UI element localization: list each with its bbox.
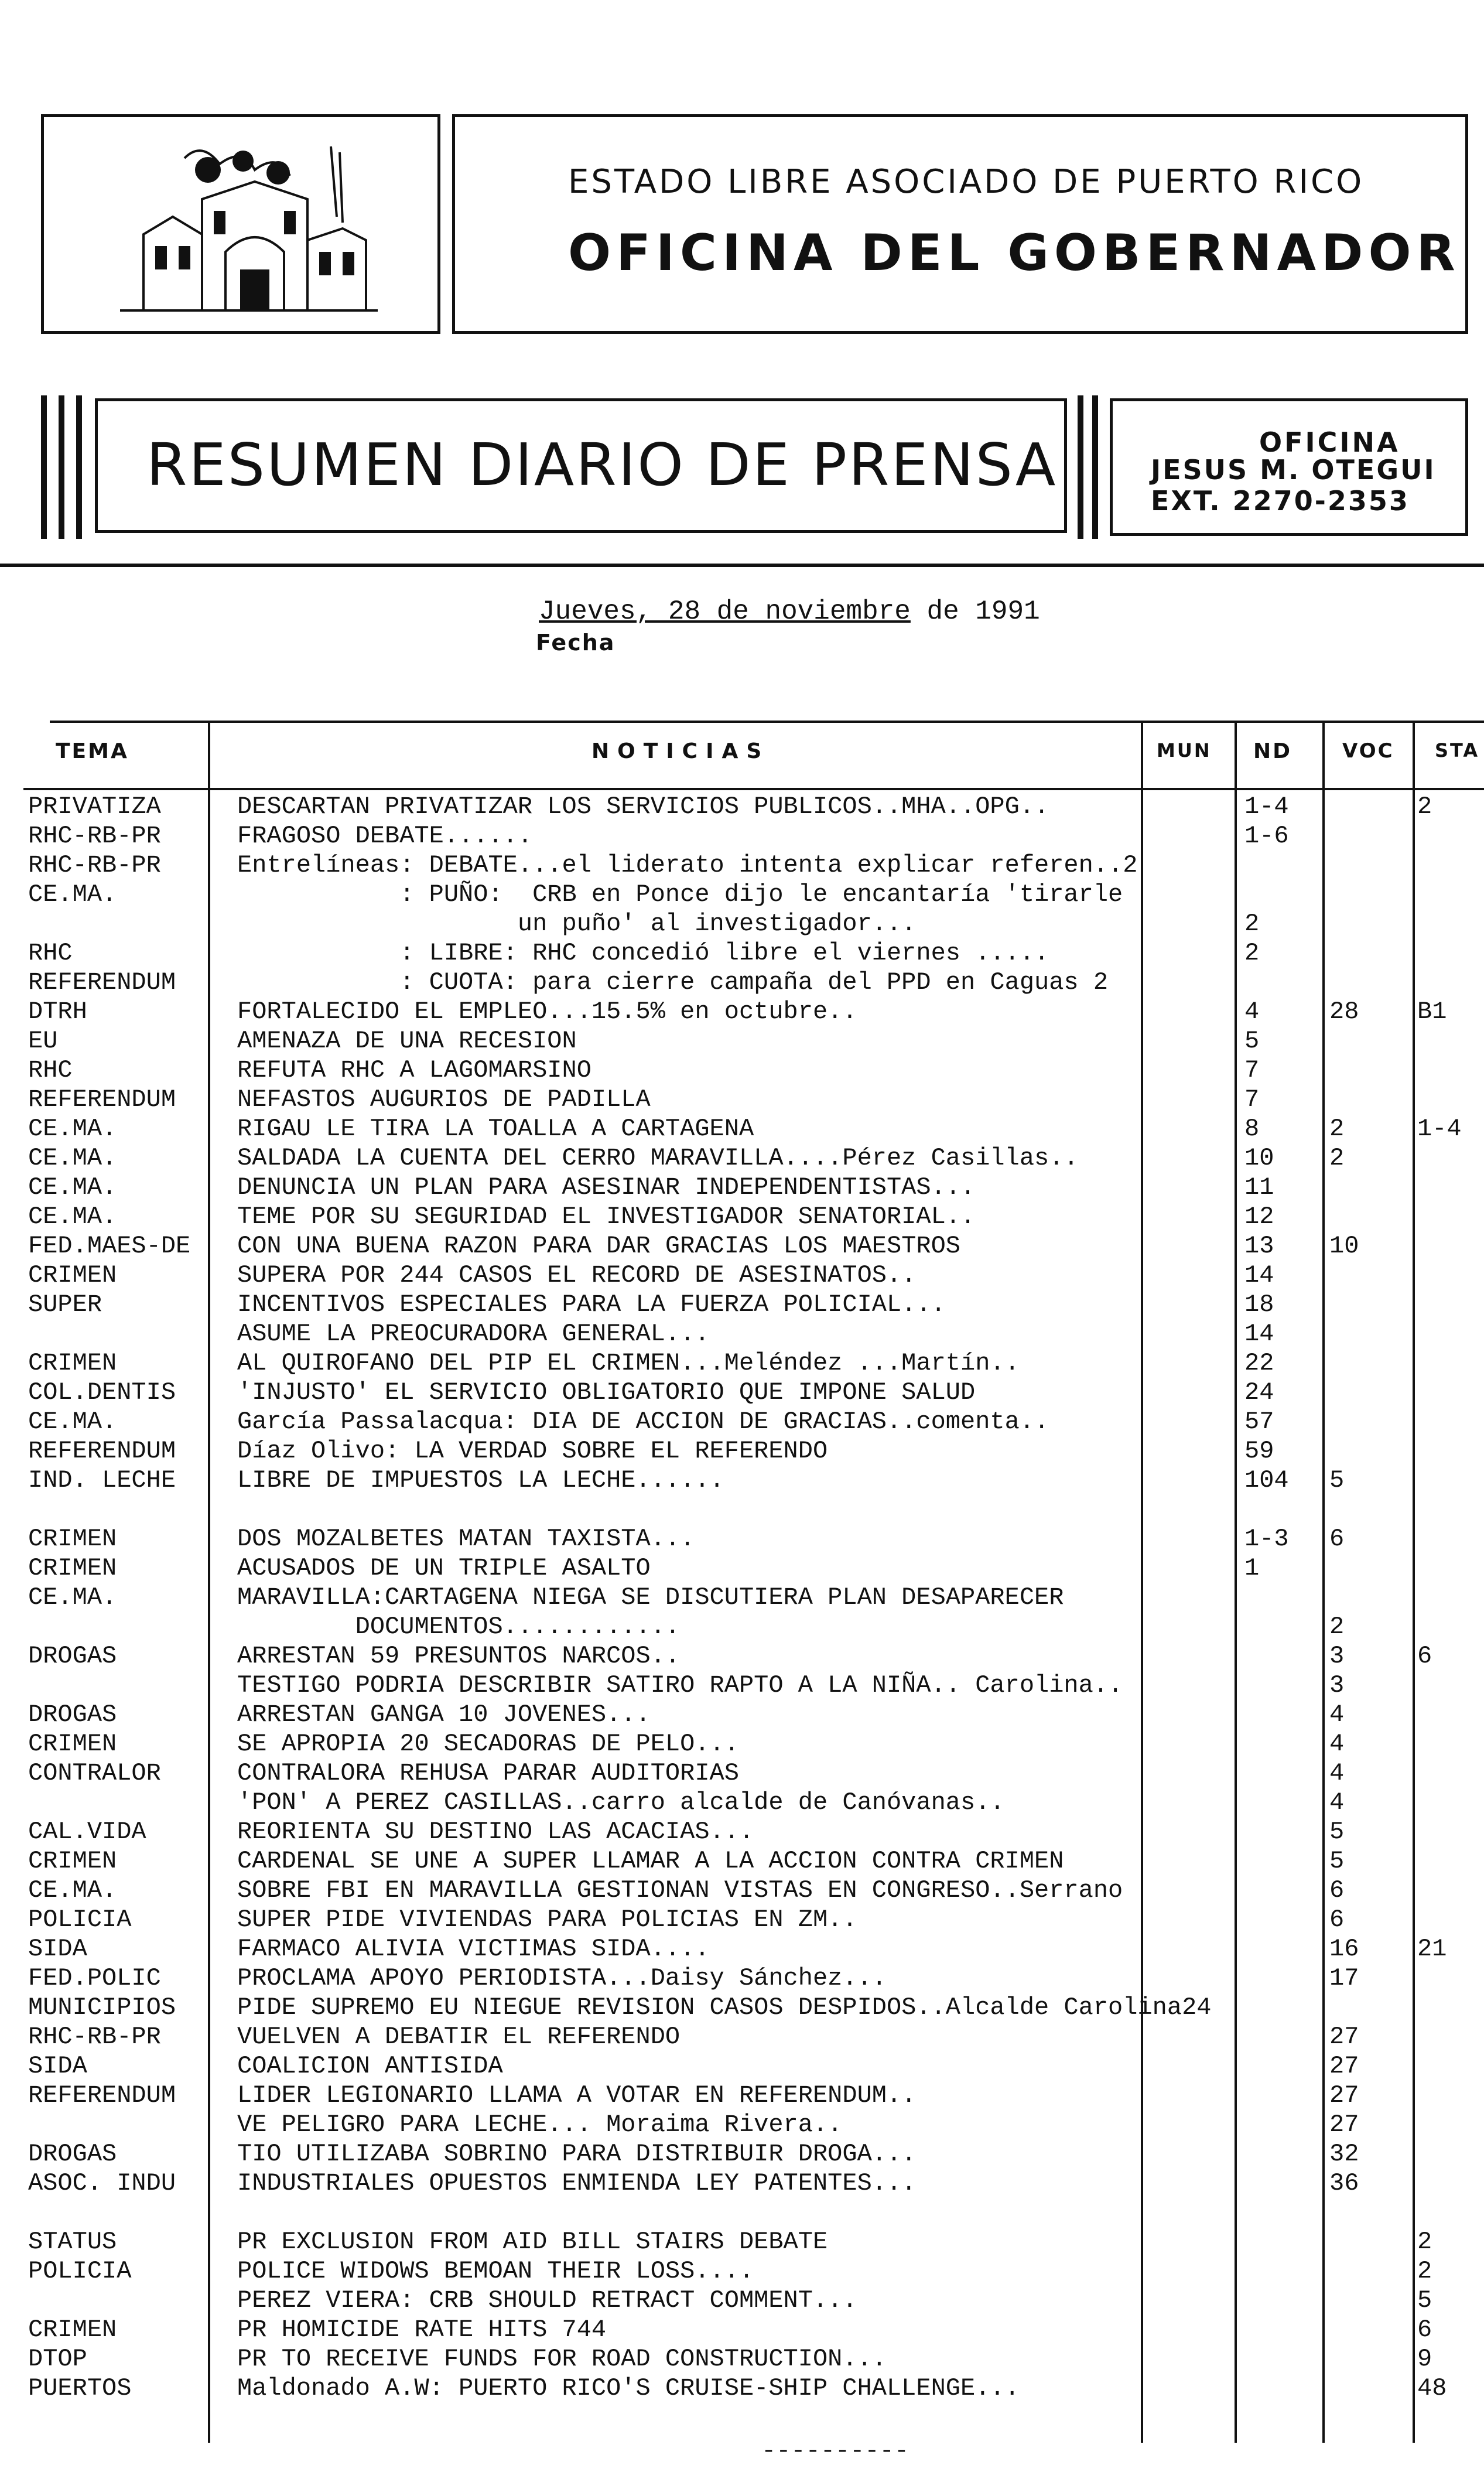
row-tema: IND. LECHE [28, 1466, 176, 1494]
row-voc: 2 [1329, 1144, 1345, 1172]
row-voc: 10 [1329, 1232, 1359, 1260]
row-voc: 5 [1329, 1818, 1345, 1846]
row-tema: RHC [28, 939, 73, 967]
table-row [0, 997, 1484, 1026]
row-noticia: VUELVEN A DEBATIR EL REFERENDO [237, 2023, 681, 2051]
date-label: Fecha [536, 630, 616, 655]
row-tema: DTOP [28, 2345, 87, 2373]
row-noticia: AMENAZA DE UNA RECESION [237, 1027, 577, 1055]
row-sta: 2 [1417, 2257, 1432, 2285]
table-row [0, 2198, 1484, 2227]
row-nd: 1 [1244, 1554, 1260, 1582]
row-nd: 2 [1244, 939, 1260, 967]
row-noticia: PR HOMICIDE RATE HITS 744 [237, 2316, 607, 2344]
table-top-rule [50, 721, 1484, 723]
row-tema: CRIMEN [28, 1261, 117, 1289]
row-nd: 1-3 [1244, 1525, 1289, 1553]
row-voc: 27 [1329, 2023, 1359, 2051]
row-noticia: FRAGOSO DEBATE...... [237, 822, 533, 850]
row-noticia: LIBRE DE IMPUESTOS LA LECHE...... [237, 1466, 724, 1494]
row-nd: 1-4 [1244, 793, 1289, 821]
row-sta: 6 [1417, 2316, 1432, 2344]
table-row [0, 1114, 1484, 1143]
row-nd: 22 [1244, 1349, 1274, 1377]
row-tema: COL.DENTIS [28, 1378, 176, 1406]
table-row [0, 968, 1484, 997]
row-sta: 9 [1417, 2345, 1432, 2373]
header-line1: ESTADO LIBRE ASOCIADO DE PUERTO RICO [568, 163, 1365, 201]
table-row [0, 1993, 1484, 2022]
row-noticia: : LIBRE: RHC concedió libre el viernes ..... [237, 939, 1049, 967]
row-nd: 1-6 [1244, 822, 1289, 850]
row-voc: 5 [1329, 1847, 1345, 1875]
row-voc: 17 [1329, 1964, 1359, 1992]
table-row [0, 1554, 1484, 1583]
row-noticia: PROCLAMA APOYO PERIODISTA...Daisy Sánchez... [237, 1964, 887, 1992]
row-noticia: CARDENAL SE UNE A SUPER LLAMAR A LA ACCION CONTRA CRIMEN [237, 1847, 1064, 1875]
building-engraving-icon [108, 135, 384, 316]
table-row [0, 1729, 1484, 1759]
row-noticia: FARMACO ALIVIA VICTIMAS SIDA.... [237, 1935, 710, 1963]
row-nd: 11 [1244, 1173, 1274, 1201]
row-tema: FED.MAES-DE [28, 1232, 191, 1260]
row-voc: 2 [1329, 1613, 1345, 1641]
row-tema: CE.MA. [28, 880, 117, 909]
row-noticia: : CUOTA: para cierre campaña del PPD en Caguas 2 [237, 968, 1109, 996]
row-tema: SIDA [28, 1935, 87, 1963]
table-row [0, 1583, 1484, 1612]
table-row [0, 1759, 1484, 1788]
row-voc: 3 [1329, 1642, 1345, 1670]
row-tema: POLICIA [28, 2257, 132, 2285]
table-header-rule [23, 788, 1484, 790]
row-noticia: : PUÑO: CRB en Ponce dijo le encantaría 'tirarle [237, 880, 1123, 909]
table-row [0, 1524, 1484, 1554]
row-nd: 10 [1244, 1144, 1274, 1172]
row-tema: CE.MA. [28, 1115, 117, 1143]
table-row [0, 2110, 1484, 2139]
banner-bar [41, 395, 47, 539]
row-noticia: PR TO RECEIVE FUNDS FOR ROAD CONSTRUCTION... [237, 2345, 887, 2373]
row-tema: CRIMEN [28, 1847, 117, 1875]
table-row [0, 792, 1484, 821]
table-row [0, 2286, 1484, 2315]
row-nd: 14 [1244, 1261, 1274, 1289]
row-noticia: INCENTIVOS ESPECIALES PARA LA FUERZA POLICIAL... [237, 1290, 946, 1319]
column-header-mun: MUN [1157, 739, 1212, 762]
row-noticia: PIDE SUPREMO EU NIEGUE REVISION CASOS DESPIDOS..Alcalde Carolina24 [237, 1993, 1212, 2022]
row-sta: 48 [1417, 2374, 1447, 2402]
row-nd: 12 [1244, 1203, 1274, 1231]
table-row [0, 938, 1484, 968]
row-noticia: ACUSADOS DE UN TRIPLE ASALTO [237, 1554, 651, 1582]
row-tema: SIDA [28, 2052, 87, 2080]
table-row [0, 2256, 1484, 2286]
row-noticia: ARRESTAN 59 PRESUNTOS NARCOS.. [237, 1642, 681, 1670]
row-voc: 4 [1329, 1788, 1345, 1817]
row-noticia: MARAVILLA:CARTAGENA NIEGA SE DISCUTIERA PLAN DESAPARECER [237, 1583, 1064, 1612]
column-header-tema: TEMA [56, 739, 129, 763]
row-tema: FED.POLIC [28, 1964, 161, 1992]
row-tema: CE.MA. [28, 1203, 117, 1231]
row-voc: 4 [1329, 1759, 1345, 1787]
row-noticia: Entrelíneas: DEBATE...el liderato intenta explicar referen..2 [237, 851, 1138, 879]
banner-bar [76, 395, 82, 539]
row-tema: DROGAS [28, 1642, 117, 1670]
table-row [0, 1143, 1484, 1173]
row-noticia: SUPER PIDE VIVIENDAS PARA POLICIAS EN ZM.. [237, 1906, 857, 1934]
row-nd: 2 [1244, 910, 1260, 938]
row-tema: DROGAS [28, 1701, 117, 1729]
table-row [0, 2227, 1484, 2256]
table-row [0, 1378, 1484, 1407]
column-header-voc: VOC [1342, 739, 1394, 763]
table-row [0, 1905, 1484, 1934]
row-tema: ASOC. INDU [28, 2169, 176, 2197]
table-row [0, 2169, 1484, 2198]
table-row [0, 2081, 1484, 2110]
table-row [0, 1964, 1484, 1993]
row-voc: 3 [1329, 1671, 1345, 1699]
row-noticia: REFUTA RHC A LAGOMARSINO [237, 1056, 591, 1084]
row-noticia: SOBRE FBI EN MARAVILLA GESTIONAN VISTAS EN CONGRESO..Serrano [237, 1876, 1123, 1904]
row-noticia: AL QUIROFANO DEL PIP EL CRIMEN...Meléndez ...Martín.. [237, 1349, 1020, 1377]
row-nd: 7 [1244, 1056, 1260, 1084]
date-value: Jueves, 28 de noviembre [539, 596, 911, 627]
column-header-noticias: NOTICIAS [591, 739, 770, 763]
table-row [0, 851, 1484, 880]
column-header-sta: STA [1435, 739, 1480, 762]
row-noticia: 'INJUSTO' EL SERVICIO OBLIGATORIO QUE IMPONE SALUD [237, 1378, 976, 1406]
row-voc: 6 [1329, 1876, 1345, 1904]
table-row [0, 2139, 1484, 2169]
table-row [0, 2374, 1484, 2403]
row-noticia: INDUSTRIALES OPUESTOS ENMIENDA LEY PATENTES... [237, 2169, 917, 2197]
row-tema: REFERENDUM [28, 968, 176, 996]
header-line2: OFICINA DEL GOBERNADOR [568, 224, 1461, 282]
table-row [0, 1876, 1484, 1905]
table-row [0, 1846, 1484, 1876]
row-noticia: SUPERA POR 244 CASOS EL RECORD DE ASESINATOS.. [237, 1261, 917, 1289]
row-tema: STATUS [28, 2228, 117, 2256]
row-nd: 14 [1244, 1320, 1274, 1348]
oficina-name: JESUS M. OTEGUI [1151, 454, 1436, 486]
date-year: de 1991 [910, 596, 1040, 627]
row-noticia: DENUNCIA UN PLAN PARA ASESINAR INDEPENDENTISTAS... [237, 1173, 976, 1201]
header-divider [0, 564, 1484, 567]
row-voc: 16 [1329, 1935, 1359, 1963]
table-row [0, 1173, 1484, 1202]
row-voc: 2 [1329, 1115, 1345, 1143]
row-tema: REFERENDUM [28, 1085, 176, 1114]
row-tema: RHC-RB-PR [28, 822, 161, 850]
oficina-label: OFICINA [1259, 426, 1400, 458]
row-voc: 32 [1329, 2140, 1359, 2168]
row-noticia: ARRESTAN GANGA 10 JOVENES... [237, 1701, 651, 1729]
row-tema: CE.MA. [28, 1144, 117, 1172]
table-row [0, 2315, 1484, 2344]
row-noticia: COALICION ANTISIDA [237, 2052, 503, 2080]
row-noticia: TESTIGO PODRIA DESCRIBIR SATIRO RAPTO A LA NIÑA.. Carolina.. [237, 1671, 1123, 1699]
row-nd: 13 [1244, 1232, 1274, 1260]
row-noticia: CON UNA BUENA RAZON PARA DAR GRACIAS LOS MAESTROS [237, 1232, 961, 1260]
row-tema: POLICIA [28, 1906, 132, 1934]
row-tema: CE.MA. [28, 1408, 117, 1436]
table-row [0, 1612, 1484, 1641]
row-noticia: FORTALECIDO EL EMPLEO...15.5% en octubre.. [237, 998, 857, 1026]
row-sta: 5 [1417, 2286, 1432, 2314]
table-row [0, 1436, 1484, 1466]
row-voc: 27 [1329, 2052, 1359, 2080]
row-noticia: NEFASTOS AUGURIOS DE PADILLA [237, 1085, 651, 1114]
table-row [0, 1934, 1484, 1964]
row-noticia: DOS MOZALBETES MATAN TAXISTA... [237, 1525, 695, 1553]
row-voc: 36 [1329, 2169, 1359, 2197]
row-sta: 2 [1417, 793, 1432, 821]
row-noticia: DESCARTAN PRIVATIZAR LOS SERVICIOS PUBLICOS..MHA..OPG.. [237, 793, 1049, 821]
footer-dashes: ---------- [761, 2437, 909, 2465]
row-voc: 27 [1329, 2081, 1359, 2109]
row-tema: CRIMEN [28, 2316, 117, 2344]
banner-bar [1092, 395, 1098, 539]
row-tema: CE.MA. [28, 1583, 117, 1612]
table-row [0, 1407, 1484, 1436]
row-noticia: PEREZ VIERA: CRB SHOULD RETRACT COMMENT... [237, 2286, 857, 2314]
row-nd: 18 [1244, 1290, 1274, 1319]
table-row [0, 1319, 1484, 1348]
row-voc: 6 [1329, 1906, 1345, 1934]
table-row [0, 1026, 1484, 1056]
row-noticia: REORIENTA SU DESTINO LAS ACACIAS... [237, 1818, 754, 1846]
table-row [0, 1817, 1484, 1846]
row-sta: 2 [1417, 2228, 1432, 2256]
row-noticia: VE PELIGRO PARA LECHE... Moraima Rivera.. [237, 2111, 843, 2139]
table-row [0, 1788, 1484, 1817]
row-nd: 59 [1244, 1437, 1274, 1465]
row-tema: CRIMEN [28, 1525, 117, 1553]
row-voc: 4 [1329, 1730, 1345, 1758]
row-tema: RHC-RB-PR [28, 851, 161, 879]
row-noticia: TEME POR SU SEGURIDAD EL INVESTIGADOR SENATORIAL.. [237, 1203, 976, 1231]
row-sta: 1-4 [1417, 1115, 1462, 1143]
banner-title: RESUMEN DIARIO DE PRENSA [146, 431, 1058, 499]
row-noticia: DOCUMENTOS............ [237, 1613, 681, 1641]
row-noticia: CONTRALORA REHUSA PARAR AUDITORIAS [237, 1759, 739, 1787]
row-nd: 57 [1244, 1408, 1274, 1436]
row-tema: PRIVATIZA [28, 793, 161, 821]
row-tema: CAL.VIDA [28, 1818, 146, 1846]
row-tema: REFERENDUM [28, 2081, 176, 2109]
table-row [0, 1261, 1484, 1290]
row-sta: 6 [1417, 1642, 1432, 1670]
date-line [539, 596, 1040, 627]
table-row [0, 1085, 1484, 1114]
row-nd: 5 [1244, 1027, 1260, 1055]
row-noticia: SALDADA LA CUENTA DEL CERRO MARAVILLA....Pérez Casillas.. [237, 1144, 1079, 1172]
table-row [0, 821, 1484, 851]
table-row [0, 1056, 1484, 1085]
table-row [0, 1466, 1484, 1495]
oficina-ext: EXT. 2270-2353 [1151, 485, 1410, 517]
row-tema: DTRH [28, 998, 87, 1026]
row-noticia: 'PON' A PEREZ CASILLAS..carro alcalde de Canóvanas.. [237, 1788, 1005, 1817]
banner-bar [59, 395, 64, 539]
row-noticia: un puño' al investigador... [237, 910, 917, 938]
row-nd: 24 [1244, 1378, 1274, 1406]
row-noticia: Díaz Olivo: LA VERDAD SOBRE EL REFERENDO [237, 1437, 828, 1465]
row-noticia: PR EXCLUSION FROM AID BILL STAIRS DEBATE [237, 2228, 828, 2256]
row-sta: B1 [1417, 998, 1447, 1026]
table-row [0, 1495, 1484, 1524]
row-noticia: Maldonado A.W: PUERTO RICO'S CRUISE-SHIP CHALLENGE... [237, 2374, 1020, 2402]
table-row [0, 1231, 1484, 1261]
row-noticia: TIO UTILIZABA SOBRINO PARA DISTRIBUIR DROGA... [237, 2140, 917, 2168]
row-voc: 6 [1329, 1525, 1345, 1553]
row-tema: CRIMEN [28, 1554, 117, 1582]
row-sta: 21 [1417, 1935, 1447, 1963]
table-row [0, 1290, 1484, 1319]
banner-bar [1078, 395, 1083, 539]
row-nd: 7 [1244, 1085, 1260, 1114]
row-noticia: SE APROPIA 20 SECADORAS DE PELO... [237, 1730, 739, 1758]
row-noticia: RIGAU LE TIRA LA TOALLA A CARTAGENA [237, 1115, 754, 1143]
row-nd: 104 [1244, 1466, 1289, 1494]
row-tema: MUNICIPIOS [28, 1993, 176, 2022]
row-tema: CRIMEN [28, 1349, 117, 1377]
table-row [0, 909, 1484, 938]
table-row [0, 1202, 1484, 1231]
row-noticia: LIDER LEGIONARIO LLAMA A VOTAR EN REFERENDUM.. [237, 2081, 917, 2109]
row-noticia: POLICE WIDOWS BEMOAN THEIR LOSS.... [237, 2257, 754, 2285]
row-tema: SUPER [28, 1290, 102, 1319]
row-tema: RHC [28, 1056, 73, 1084]
row-nd: 4 [1244, 998, 1260, 1026]
row-tema: CRIMEN [28, 1730, 117, 1758]
row-noticia: ASUME LA PREOCURADORA GENERAL... [237, 1320, 710, 1348]
table-row [0, 1348, 1484, 1378]
table-row [0, 2051, 1484, 2081]
row-voc: 27 [1329, 2111, 1359, 2139]
row-voc: 4 [1329, 1701, 1345, 1729]
row-tema: DROGAS [28, 2140, 117, 2168]
table-row [0, 1641, 1484, 1671]
row-nd: 8 [1244, 1115, 1260, 1143]
row-tema: CE.MA. [28, 1173, 117, 1201]
table-row [0, 1700, 1484, 1729]
table-row [0, 2344, 1484, 2374]
row-tema: CE.MA. [28, 1876, 117, 1904]
row-tema: PUERTOS [28, 2374, 132, 2402]
row-tema: CONTRALOR [28, 1759, 161, 1787]
table-row [0, 880, 1484, 909]
table-row [0, 1671, 1484, 1700]
table-row [0, 2022, 1484, 2051]
row-voc: 28 [1329, 998, 1359, 1026]
column-header-nd: ND [1253, 739, 1292, 763]
row-tema: EU [28, 1027, 58, 1055]
row-voc: 5 [1329, 1466, 1345, 1494]
logo-frame [41, 114, 440, 334]
row-tema: REFERENDUM [28, 1437, 176, 1465]
row-tema: RHC-RB-PR [28, 2023, 161, 2051]
row-noticia: García Passalacqua: DIA DE ACCION DE GRACIAS..comenta.. [237, 1408, 1049, 1436]
